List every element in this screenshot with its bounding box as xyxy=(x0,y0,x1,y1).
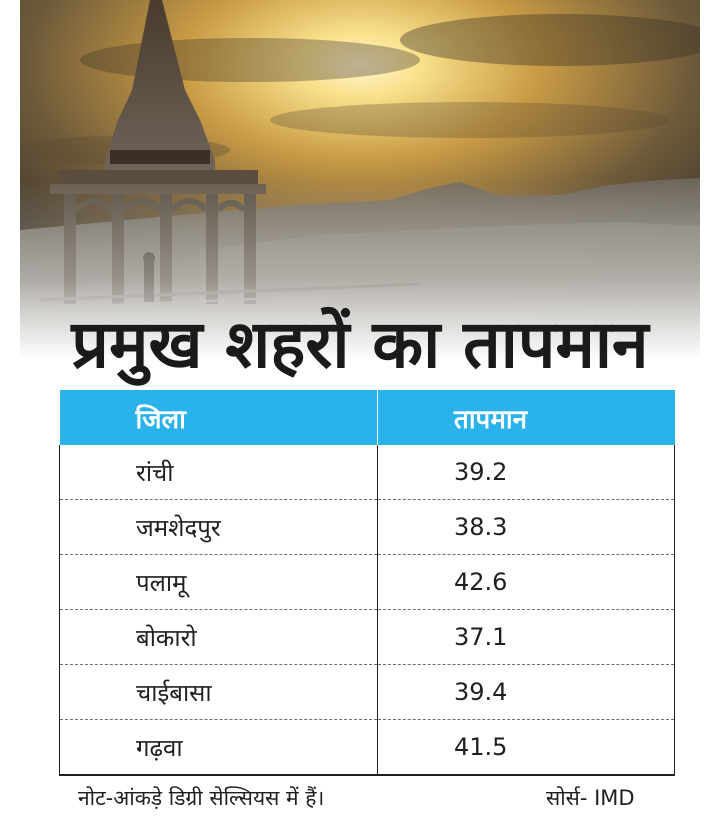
temperature-cell: 39.4 xyxy=(378,665,675,720)
temperature-table xyxy=(59,390,675,776)
temperature-cell: 41.5 xyxy=(378,720,675,776)
district-cell: जमशेदपुर xyxy=(60,500,378,555)
footer-source: सोर्स- IMD xyxy=(546,786,635,810)
temperature-cell: 37.1 xyxy=(378,610,675,665)
temperature-cell: 42.6 xyxy=(378,555,675,610)
district-cell: बोकारो xyxy=(60,610,378,665)
column-header-temperature: तापमान xyxy=(378,390,675,445)
table-row xyxy=(60,720,675,776)
table-row xyxy=(60,610,675,665)
table-row xyxy=(60,500,675,555)
table-row xyxy=(60,555,675,610)
footer-note: नोट-आंकड़े डिग्री सेल्सियस में हैं। xyxy=(78,786,325,810)
temperature-cell: 38.3 xyxy=(378,500,675,555)
district-cell: गढ़वा xyxy=(60,720,378,776)
district-cell: चाईबासा xyxy=(60,665,378,720)
column-header-district: जिला xyxy=(60,390,378,445)
district-cell: रांची xyxy=(60,445,378,500)
page-title: प्रमुख शहरों का तापमान xyxy=(71,306,649,383)
table-header-row xyxy=(60,390,675,445)
district-cell: पलामू xyxy=(60,555,378,610)
temperature-cell: 39.2 xyxy=(378,445,675,500)
table-row xyxy=(60,665,675,720)
table-row xyxy=(60,445,675,500)
